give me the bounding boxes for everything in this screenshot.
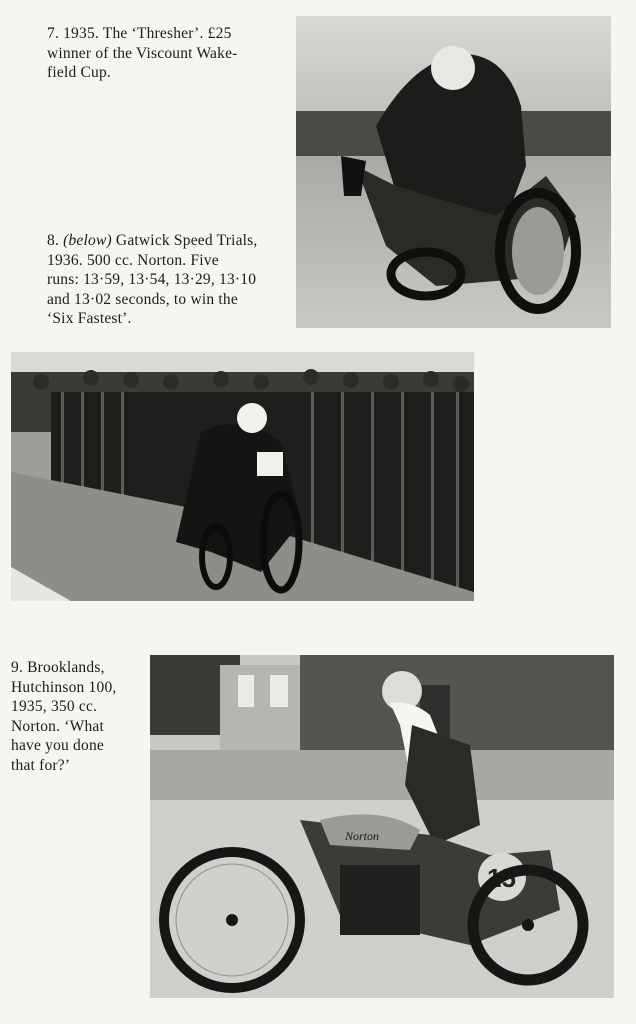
photo-gatwick <box>11 352 474 601</box>
caption-line: and 13·02 seconds, to win the <box>47 290 238 308</box>
photo-brooklands <box>150 655 614 998</box>
caption-line: field Cup. <box>47 64 111 81</box>
caption-line: ‘Six Fastest’. <box>47 310 132 327</box>
caption-line: that for?’ <box>11 756 71 774</box>
photo-thresher <box>296 16 611 328</box>
caption-number: 8. <box>47 232 64 249</box>
caption-line: 7. 1935. The ‘Thresher’. £25 <box>47 25 232 42</box>
tank-logo: Norton <box>345 829 380 843</box>
caption-line: 1936. 500 cc. Norton. Five <box>47 251 219 269</box>
caption-line: winner of the Viscount Wake- <box>47 44 238 62</box>
caption-photo-8 <box>47 231 257 329</box>
photo-gatwick-image <box>11 352 474 601</box>
caption-line: runs: 13·59, 13·54, 13·29, 13·10 <box>47 271 257 288</box>
photo-thresher-image <box>296 16 611 328</box>
photo-brooklands-image <box>150 655 614 998</box>
caption-line: 1935, 350 cc. <box>11 698 98 715</box>
caption-text: Gatwick Speed Trials, <box>111 232 258 249</box>
caption-line: Norton. ‘What <box>11 717 104 735</box>
race-number: 15 <box>487 863 516 893</box>
caption-line: have you done <box>11 737 104 754</box>
caption-photo-7 <box>47 24 238 83</box>
caption-line <box>47 231 257 251</box>
caption-line: 9. Brooklands, <box>11 659 105 676</box>
caption-photo-9 <box>11 658 116 775</box>
caption-line: Hutchinson 100, <box>11 678 117 696</box>
caption-direction: (below) <box>63 232 112 249</box>
